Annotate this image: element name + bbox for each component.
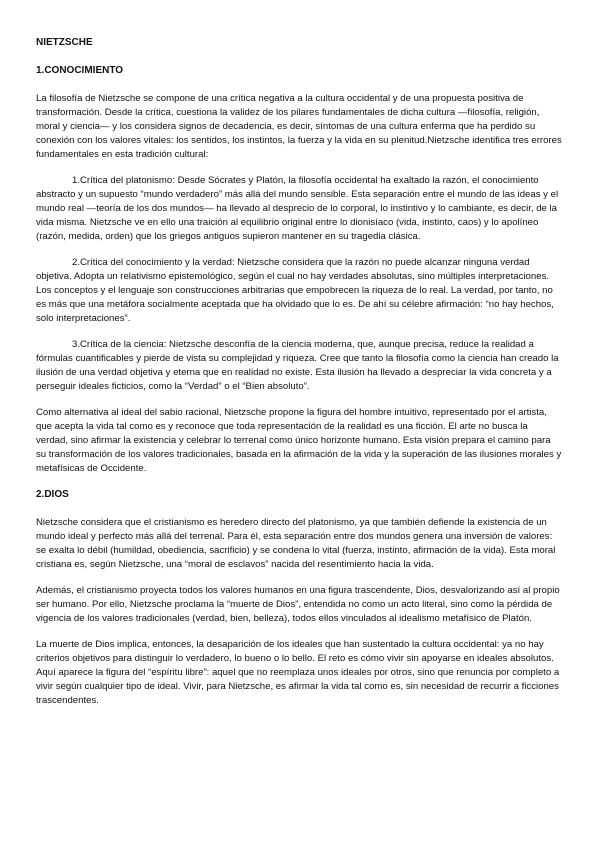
section-title-conocimiento: 1.CONOCIMIENTO <box>36 65 124 76</box>
paragraph-hombre-intuitivo: Como alternativa al ideal del sabio racional, Nietzsche propone la figura del hombre intuitivo, representado por el artista, que acepta la vida tal como es y reconoce que toda representación de la realidad es una ficción. El arte no busca la verdad, sino afirmar la existencia y celebrar lo terrenal como único horizonte humano. Esta visión prepara el camino para su transformación de los valores tradicionales, basada en la afirmación de la vida y la superación de las ilusiones morales y metafísicas de Occidente. <box>36 407 562 474</box>
paragraph-espiritu-libre: La muerte de Dios implica, entonces, la desaparición de los ideales que han sustentado la cultura occidental: ya no hay criterios objetivos para distinguir lo verdadero, lo bueno o lo bello. El reto es cómo vivir sin apoyarse en ideales absolutos. Aquí aparece la figura del “espíritu libre”: aquel que no reemplaza unos ideales por otros, sino que renuncia por completo a vivir según cualquier tipo de ideal. Vivir, para Nietzsche, es afirmar la vida tal como es, sin necesidad de recurrir a ficciones trascendentes. <box>36 639 560 706</box>
paragraph-critica-conocimiento: 2.Crítica del conocimiento y la verdad: Nietzsche considera que la razón no puede alcanzar ninguna verdad objetiva. Adopta un relativismo epistemológico, según el cual no hay verdades absolutas, sino múltiples interpretaciones. Los conceptos y el lenguaje son construcciones arbitrarias que empobrecen la riqueza de lo real. La verdad, por tanto, no es más que una metáfora socialmente aceptada que ha olvidado que lo es. De ahí su célebre afirmación: “no hay hechos, solo interpretaciones”. <box>36 257 554 324</box>
paragraph-critica-ciencia: 3.Crítica de la ciencia: Nietzsche desconfía de la ciencia moderna, que, aunque precisa, reduce la realidad a fórmulas cuantificables y pierde de vista su complejidad y riqueza. Cree que tanto la filosofía como la ciencia han creado la ilusión de una verdad objetiva y eterna que en realidad no existe. Esta ilusión ha llevado a despreciar la vida concreta y a perseguir ideales ficticios, como la “Verdad” o el “Bien absoluto”. <box>36 339 559 392</box>
paragraph-muerte-de-dios: Además, el cristianismo proyecta todos los valores humanos en una figura trascendente, Dios, desvalorizando así al propio ser humano. Por ello, Nietzsche proclama la “muerte de Dios”, entendida no como un acto literal, sino como la pérdida de vigencia de los valores tradicionales (verdad, bien, belleza), todos ellos vinculados al idealismo metafísico de Platón. <box>36 585 560 624</box>
section-title-dios: 2.DIOS <box>36 489 69 500</box>
paragraph-intro: La filosofía de Nietzsche se compone de una crítica negativa a la cultura occidental y de una propuesta positiva de transformación. Desde la crítica, cuestiona la validez de los pilares fundamentales de dicha cultura —filosofía, religión, moral y ciencia— y los considera signos de decadencia, es decir, síntomas de una cultura enferma que ha perdido su conexión con los valores vitales: los sentidos, los instintos, la fuerza y la vida en su plenitud.Nietzsche identifica tres errores fundamentales en esta tradición cultural: <box>36 93 562 160</box>
paragraph-cristianismo: Nietzsche considera que el cristianismo es heredero directo del platonismo, ya que también defiende la existencia de un mundo ideal y perfecto más allá del terrenal. Para él, esta separación entre dos mundos genera una inversión de valores: se exalta lo débil (humildad, obediencia, sacrificio) y se condena lo vital (fuerza, instinto, afirmación de la vida). Esta moral cristiana es, según Nietzsche, una “moral de esclavos” nacida del resentimiento hacia la vida. <box>36 517 556 570</box>
document-title: NIETZSCHE <box>36 37 93 48</box>
paragraph-critica-platonismo: 1.Crítica del platonismo: Desde Sócrates y Platón, la filosofía occidental ha exaltado la razón, el conocimiento abstracto y un supuesto “mundo verdadero” más allá del mundo sensible. Esta separación entre el mundo de las ideas y el mundo real —teoría de los dos mundos— ha llevado al desprecio de lo corporal, lo instintivo y lo cambiante, es decir, de la vida misma. Nietzsche ve en ello una traición al equilibrio original entre lo dionisíaco (vida, instinto, caos) y lo apolíneo (razón, medida, orden) que los griegos antiguos supieron mantener en su tragedia clásica. <box>36 175 559 242</box>
